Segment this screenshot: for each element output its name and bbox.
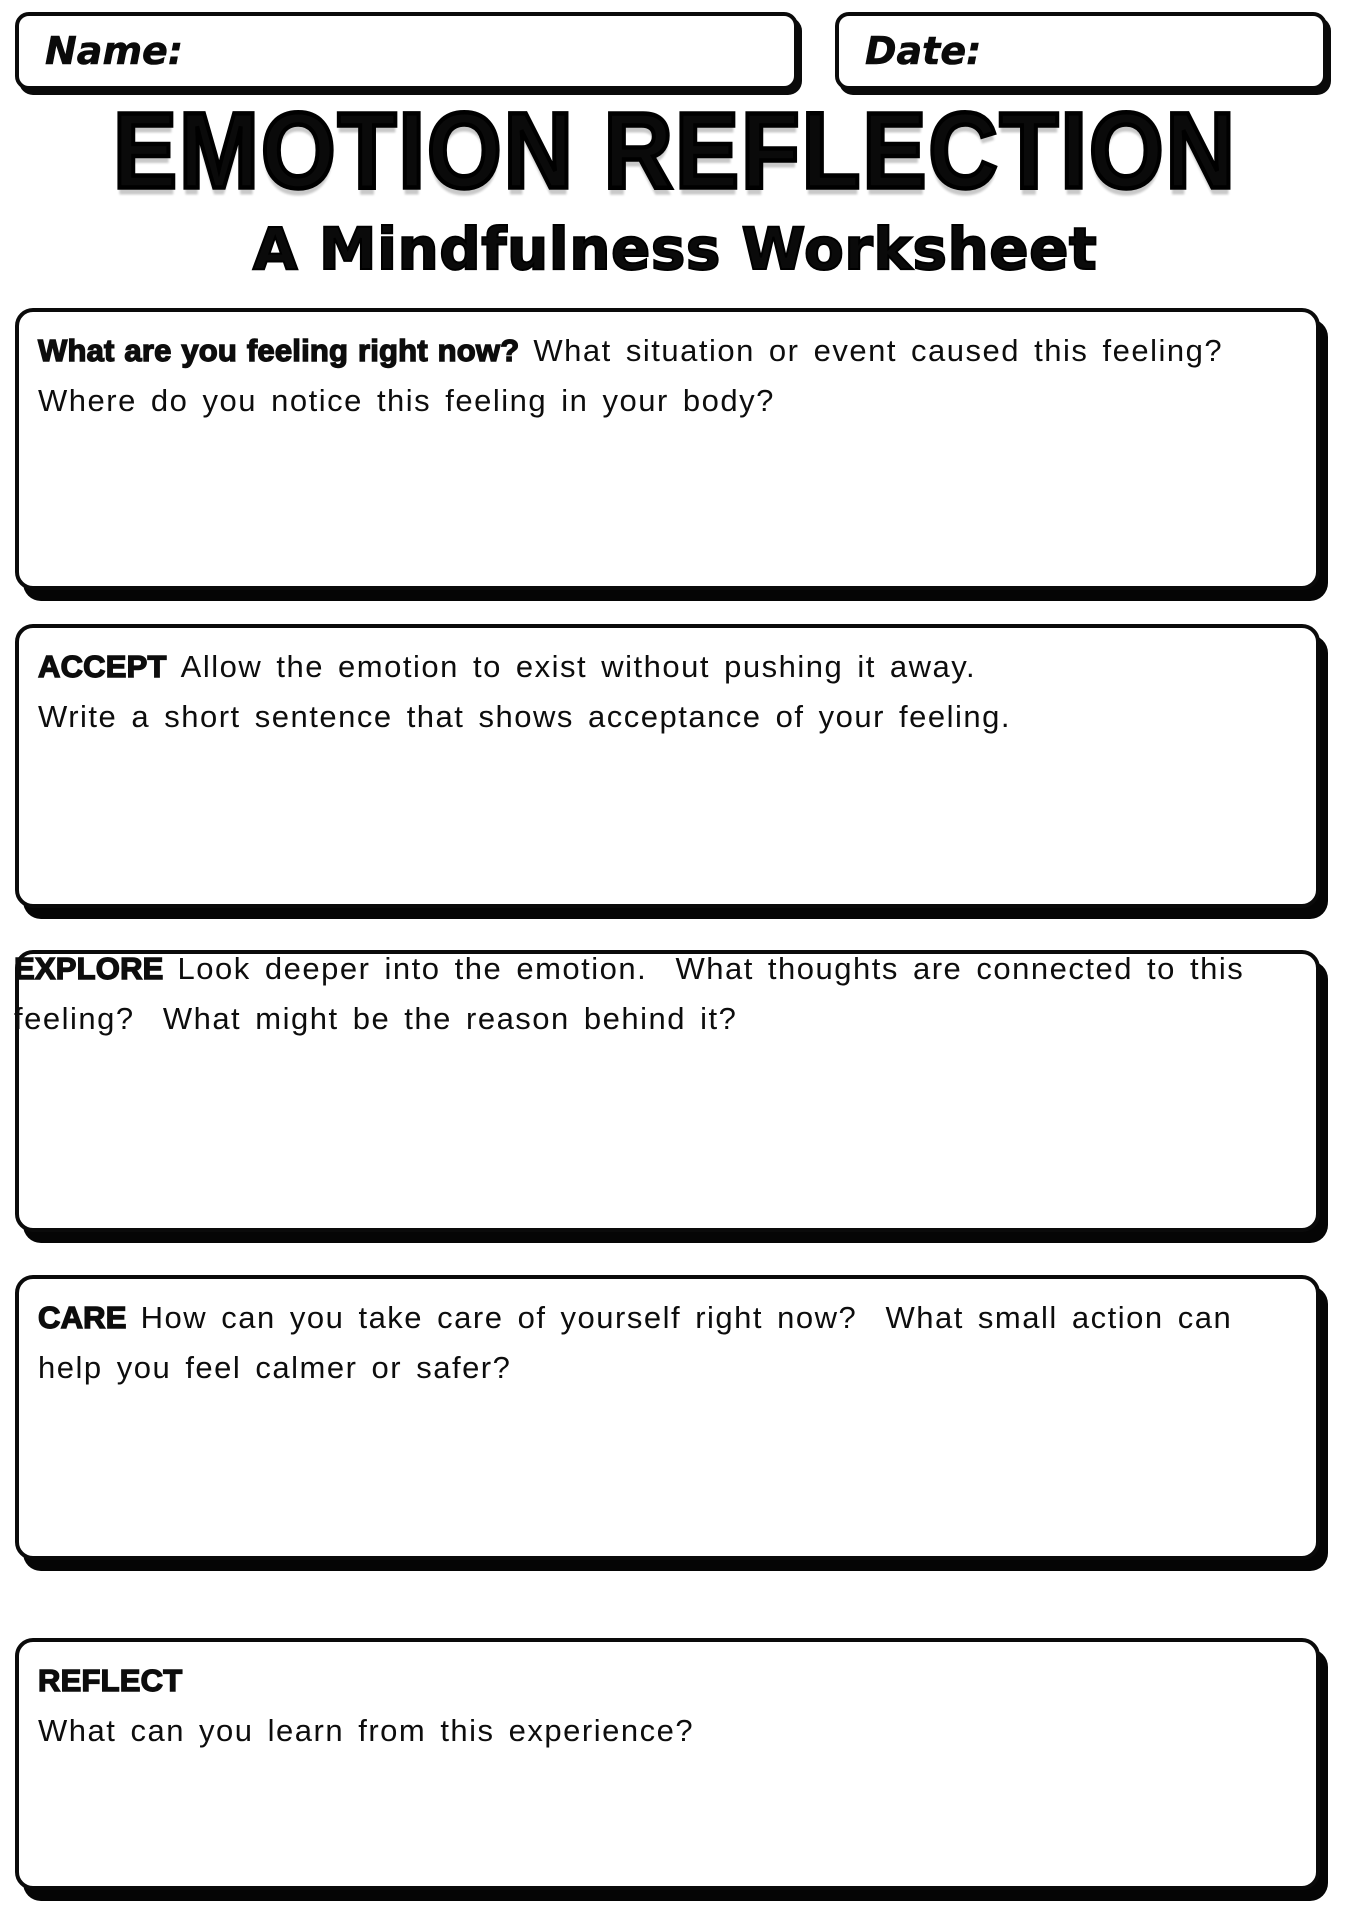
- prompt-line: [38, 326, 1296, 376]
- prompt-text: Look deeper into the emotion. What thoughts are connected to this: [177, 951, 1245, 986]
- prompt-line: [14, 994, 1316, 1044]
- prompt-line: [14, 944, 1316, 994]
- section-feeling-prompt: [38, 326, 1296, 426]
- prompt-text: What can you learn from this experience?: [38, 1713, 695, 1748]
- date-input-area[interactable]: [981, 16, 1323, 86]
- prompt-line: [38, 1293, 1296, 1343]
- prompt-line: [38, 376, 1296, 426]
- section-care: [15, 1275, 1320, 1560]
- name-field: [15, 12, 798, 90]
- prompt-line: [38, 692, 1296, 742]
- section-explore-prompt: [14, 944, 1316, 1044]
- page-title: EMOTION REFLECTION: [113, 91, 1237, 212]
- explore-writing-area[interactable]: [38, 1044, 1296, 1218]
- date-label: Date:: [865, 29, 982, 73]
- reflect-writing-area[interactable]: [38, 1756, 1296, 1876]
- section-explore-heading: EXPLORE: [14, 951, 164, 986]
- section-explore: [15, 950, 1320, 1232]
- prompt-text: help you feel calmer or safer?: [38, 1350, 512, 1385]
- section-reflect-heading: REFLECT: [38, 1663, 183, 1698]
- prompt-text: feeling? What might be the reason behind it?: [14, 1001, 738, 1036]
- prompt-text: Where do you notice this feeling in your body?: [38, 383, 775, 418]
- section-feeling-heading: What are you feeling right now?: [38, 333, 520, 368]
- prompt-line: [38, 642, 1296, 692]
- care-writing-area[interactable]: [38, 1393, 1296, 1546]
- accept-writing-area[interactable]: [38, 742, 1296, 894]
- name-input-area[interactable]: [183, 16, 794, 86]
- section-reflect-prompt: [38, 1656, 1296, 1756]
- prompt-line: [38, 1343, 1296, 1393]
- page-subtitle: A Mindfulness Worksheet: [252, 215, 1098, 283]
- prompt-text: Write a short sentence that shows acceptance of your feeling.: [38, 699, 1012, 734]
- section-accept: [15, 624, 1320, 908]
- prompt-text: Allow the emotion to exist without pushing it away.: [180, 649, 977, 684]
- section-care-prompt: [38, 1293, 1296, 1393]
- date-field: [835, 12, 1327, 90]
- section-care-heading: CARE: [38, 1300, 127, 1335]
- prompt-line: [38, 1706, 1296, 1756]
- name-label: Name:: [45, 29, 184, 73]
- prompt-line: [38, 1656, 1296, 1706]
- section-feeling: [15, 308, 1320, 590]
- section-reflect: [15, 1638, 1320, 1890]
- feeling-writing-area[interactable]: [38, 426, 1296, 576]
- section-accept-heading: ACCEPT: [38, 649, 167, 684]
- prompt-text: How can you take care of yourself right now? What small action can: [140, 1300, 1233, 1335]
- section-accept-prompt: [38, 642, 1296, 742]
- prompt-text: What situation or event caused this feeling?: [533, 333, 1224, 368]
